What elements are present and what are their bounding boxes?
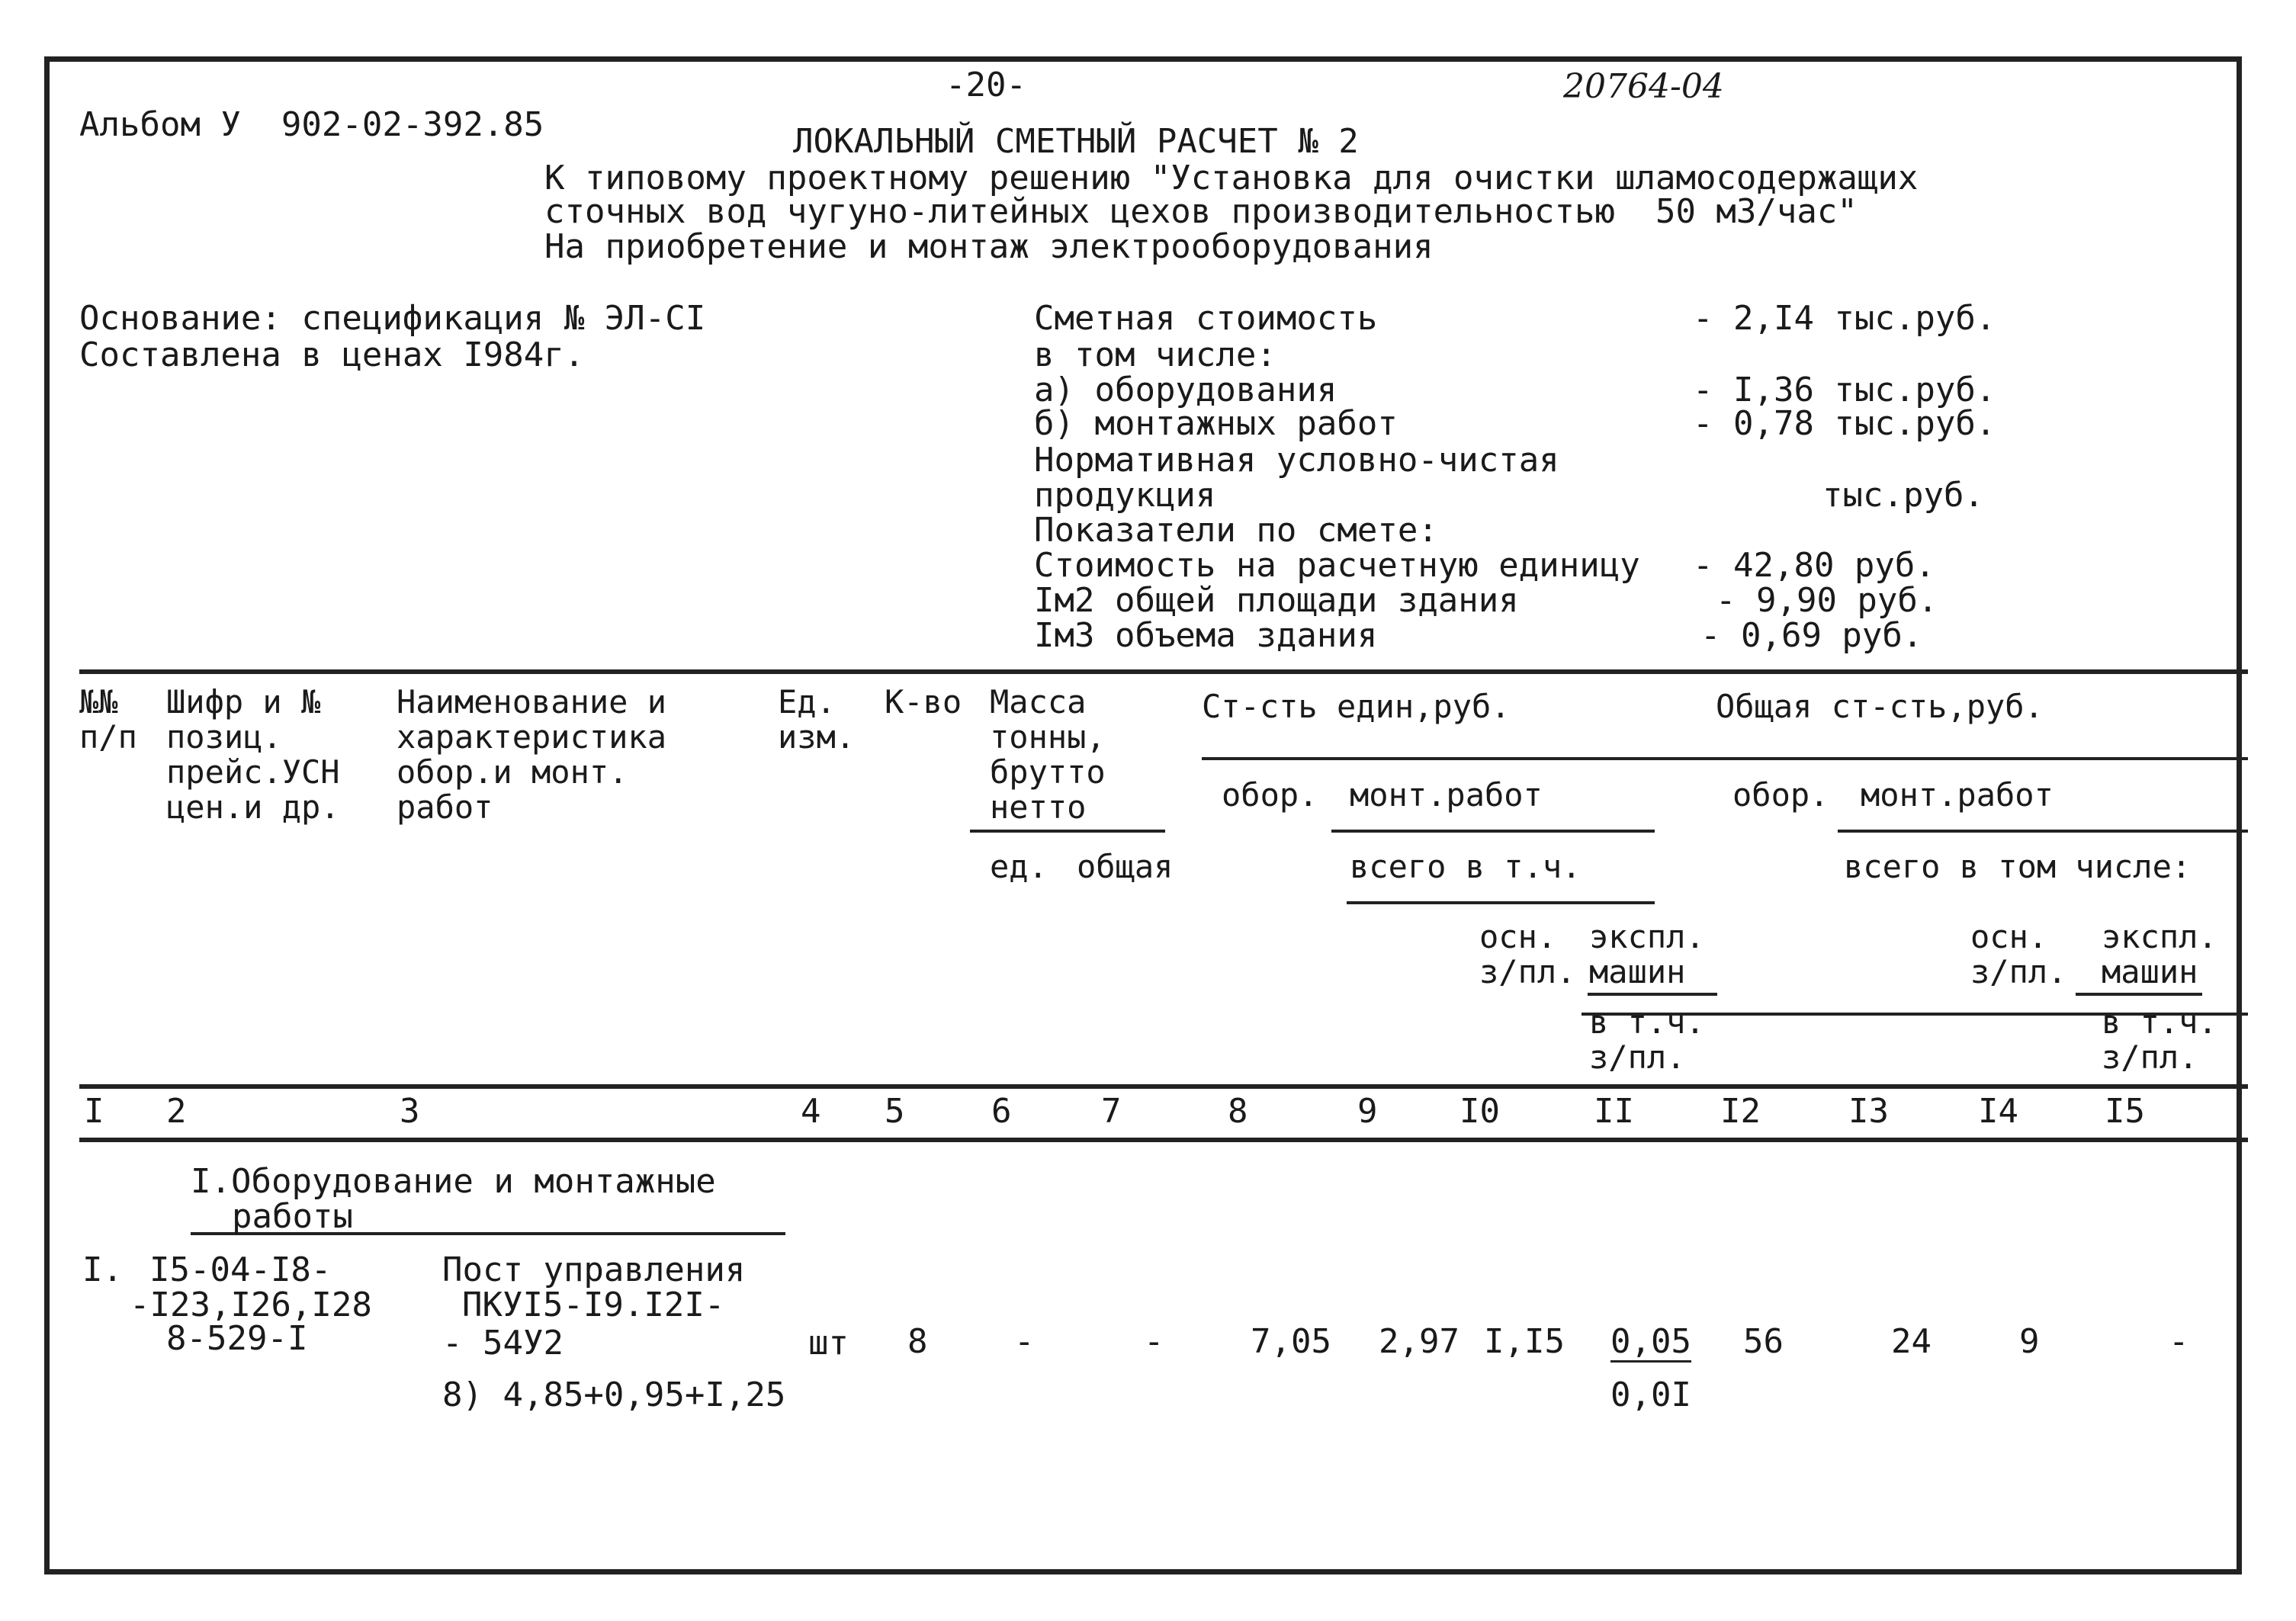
header-rule [970,830,1165,833]
col-header-text: изм. [778,718,856,756]
header-rule [1588,993,1717,996]
col-header-unit [778,685,855,755]
col-header-osn [1479,920,1575,990]
row-ekspl-total: - [2169,1322,2189,1361]
summary-label: Стоимость на расчетную единицу [1034,546,1640,585]
col-header-text: экспл. [1589,918,1705,955]
col-header-mass [990,685,1106,825]
subtitle-line: На приобретение и монтаж электрооборудования [544,227,1434,266]
column-number: 8 [1228,1092,1248,1131]
summary-label: продукция [1034,476,1216,515]
row-code: 8-529-I [166,1319,308,1358]
row-code: I5-04-I8- [149,1250,332,1289]
col-header-text: тонны, [990,718,1106,756]
summary-value: - I,36 тыс.руб. [1693,371,1996,409]
header-rule [1838,830,2248,833]
row-mass-unit: - [1014,1322,1035,1361]
col-header-text: Масса [990,683,1087,721]
summary-label: Iм2 общей площади здания [1034,581,1519,620]
column-number: I5 [2105,1092,2145,1131]
row-code: -I23,I26,I28 [130,1286,372,1324]
column-number: I2 [1720,1092,1761,1131]
handwritten-code: 20764-04 [1563,67,1724,106]
col-header-ekspl [1589,920,1705,990]
col-header-vtch-zpl [1589,1005,1705,1075]
summary-label: Сметная стоимость [1034,299,1378,338]
column-number: 5 [885,1092,905,1131]
header-rule [79,1084,2248,1089]
column-number: 7 [1101,1092,1122,1131]
col-header-qty: К-во [885,683,962,721]
col-header-osn-total [1970,920,2066,990]
row-obor-total: 56 [1743,1322,1784,1361]
summary-value: тыс.руб. [1822,476,1984,515]
col-header-code [166,685,340,825]
summary-label: Показатели по смете: [1034,511,1438,550]
row-name: ПКУI5-I9.I2I- [462,1286,725,1324]
row-unit: шт [808,1324,849,1363]
row-name: Пост управления [442,1250,746,1289]
column-number: 9 [1357,1092,1378,1131]
summary-value: - 42,80 руб. [1693,546,1935,585]
summary-value: - 0,78 тыс.руб. [1693,404,1996,443]
row-osn-total: 9 [2019,1322,2040,1361]
col-header-text: позиц. [166,718,282,756]
album-code: Альбом У 902-02-392.85 [79,105,544,144]
header-rule [1347,901,1655,904]
col-header-text: Наименование и [397,683,667,721]
col-header-vtch-zpl-total [2102,1005,2217,1075]
column-number: 6 [991,1092,1012,1131]
col-header-text: п/п [79,718,137,756]
col-header-text: Шифр и № [166,683,321,721]
col-header-text: в т.ч. [2102,1003,2217,1041]
row-obor-unit: 7,05 [1251,1322,1331,1361]
row-mass-total: - [1144,1322,1164,1361]
column-number: 3 [400,1092,420,1131]
basis-prices: Составлена в ценах I984г. [79,335,585,374]
col-header-text: з/пл. [1589,1038,1686,1076]
header-rule [79,1138,2248,1142]
page-number: -20- [946,66,1026,104]
summary-value: - 9,90 руб. [1716,581,1938,620]
col-header-obor-total: обор. [1732,776,1829,814]
header-rule [2076,993,2202,996]
header-rule [1202,757,2248,760]
col-header-text: машин [1589,953,1686,990]
col-header-text: з/пл. [1479,953,1576,990]
column-number: 2 [166,1092,187,1131]
summary-label: Нормативная условно-чистая [1034,441,1559,480]
row-ekspl: 0,05 [1610,1322,1691,1361]
col-header-text: прейс.УСН [166,753,340,791]
document-title: ЛОКАЛЬНЫЙ СМЕТНЫЙ РАСЧЕТ № 2 [793,122,1359,161]
col-header-mass-unit: ед. [990,848,1048,885]
column-number: I3 [1848,1092,1889,1131]
column-number: I4 [1978,1092,2018,1131]
col-header-text: в т.ч. [1589,1003,1705,1041]
col-header-text: осн. [1970,918,2048,955]
column-number: 4 [801,1092,821,1131]
column-number: I [84,1092,104,1131]
row-mont-total: 2,97 [1379,1322,1459,1361]
row-number: I. [82,1250,123,1289]
row-mont-total-sum: 24 [1891,1322,1932,1361]
col-header-unit-cost: Ст-сть един,руб. [1202,688,1511,725]
col-header-text: з/пл. [1970,953,2067,990]
col-header-text: машин [2102,953,2198,990]
subtitle-line: К типовому проектному решению "Установка для очистки шламосодержащих [544,159,1919,197]
column-number: II [1594,1092,1634,1131]
row-qty: 8 [907,1322,928,1361]
table-top-rule [79,669,2248,674]
summary-value: - 0,69 руб. [1700,616,1923,655]
col-header-text: цен.и др. [166,788,340,826]
col-header-num [79,685,137,755]
col-header-obor: обор. [1222,776,1318,814]
col-header-text: работ [397,788,493,826]
summary-label: в том числе: [1034,335,1276,374]
basis-spec: Основание: спецификация № ЭЛ-СI [79,299,706,338]
row-formula: 8) 4,85+0,95+I,25 [442,1375,786,1414]
col-header-vsego-total: всего в том числе: [1844,848,2192,885]
col-header-name [397,685,666,825]
summary-label: а) оборудования [1034,371,1337,409]
col-header-text: брутто [990,753,1106,791]
col-header-text: экспл. [2102,918,2217,955]
col-header-text: №№ [79,683,118,721]
col-header-ekspl-total [2102,920,2217,990]
col-header-text: Ед. [778,683,836,721]
col-header-text: з/пл. [2102,1038,2198,1076]
subtitle-line: сточных вод чугуно-литейных цехов производительностью 50 м3/час" [544,192,1858,231]
col-header-total-cost: Общая ст-сть,руб. [1716,688,2044,725]
col-header-mont-total: монт.работ [1861,776,2054,814]
col-header-vsego: всего в т.ч. [1350,848,1582,885]
col-header-text: осн. [1479,918,1557,955]
section-title: работы [232,1197,353,1236]
col-header-mont: монт.работ [1350,776,1543,814]
col-header-text: нетто [990,788,1087,826]
row-osn-zpl: I,I5 [1484,1322,1565,1361]
row-ekspl-zpl: 0,0I [1610,1375,1691,1414]
header-rule [1331,830,1655,833]
summary-label: Iм3 объема здания [1034,616,1378,655]
col-header-mass-total: общая [1077,848,1174,885]
col-header-text: обор.и монт. [397,753,628,791]
summary-value: - 2,I4 тыс.руб. [1693,299,1996,338]
section-title: I.Оборудование и монтажные [191,1162,716,1201]
col-header-text: характеристика [397,718,667,756]
column-number: I0 [1459,1092,1500,1131]
summary-label: б) монтажных работ [1034,404,1398,443]
row-name: - 54У2 [442,1324,564,1363]
